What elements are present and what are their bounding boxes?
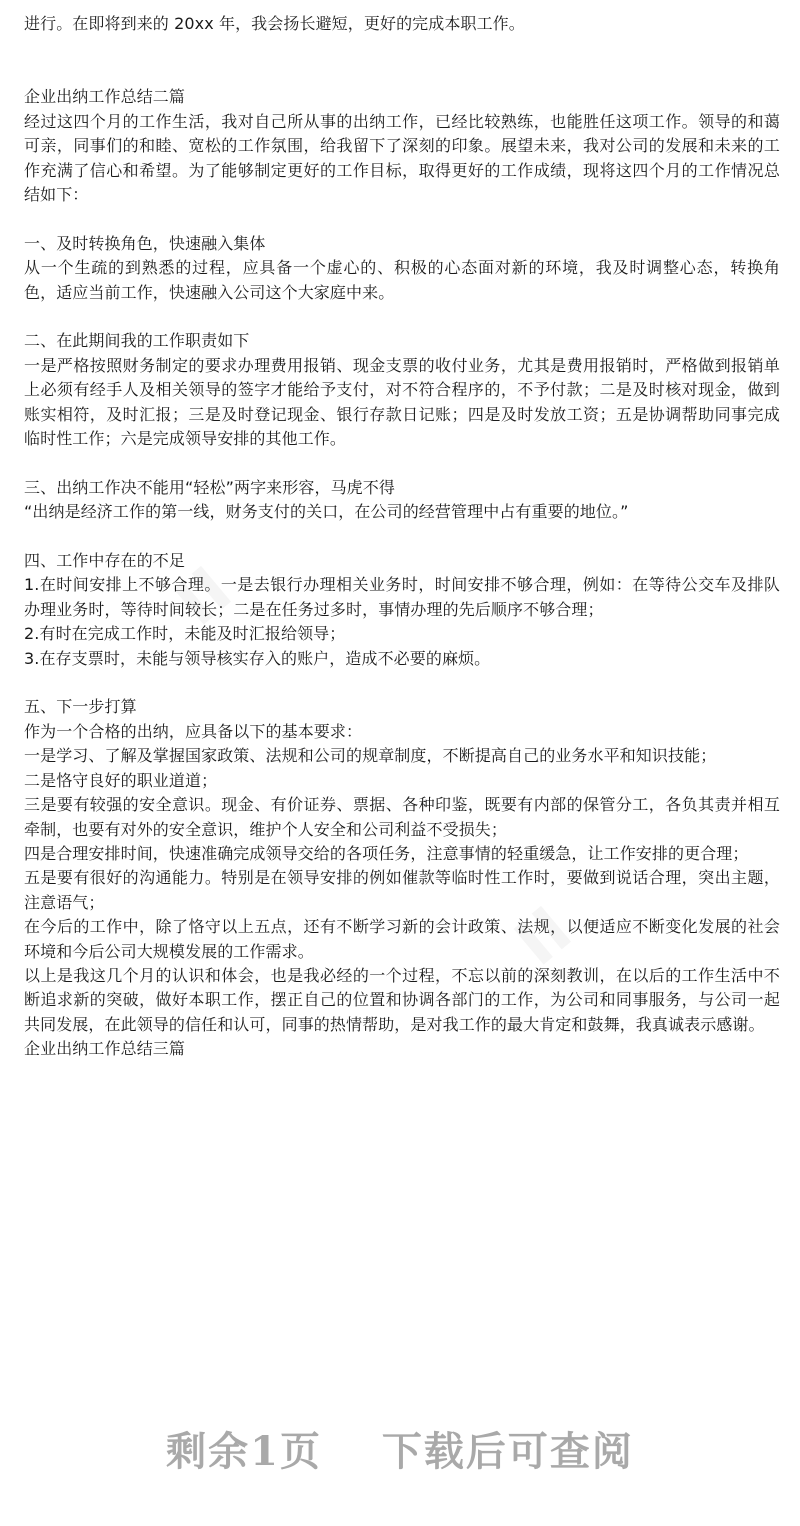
part4-heading: 四、工作中存在的不足: [24, 551, 186, 571]
part5-item-1: 一是学习、了解及掌握国家政策、法规和公司的规章制度，不断提高自己的业务水平和知识技能；: [24, 746, 717, 766]
part5-item-6: 在今后的工作中，除了恪守以上五点，还有不断学习新的会计政策、法规，以便适应不断变化发展的社会环境和今后公司大规模发展的工作需求。: [24, 917, 780, 961]
download-prompt-banner[interactable]: [0, 1420, 800, 1477]
part3-heading: 三、出纳工作决不能用“轻松”两字来形容，马虎不得: [24, 477, 395, 497]
part2-body: 一是严格按照财务制定的要求办理费用报销、现金支票的收付业务，尤其是费用报销时，严格做到报销单上必须有经手人及相关领导的签字才能给予支付，对不符合程序的，不予付款；二是及时核对现金，做到账实相符，及时汇报；三是及时登记现金、银行存款日记账；四是及时发放工资；五是协调帮助同事完成临时性工作；六是完成领导安排的其他工作。: [24, 355, 780, 449]
part3-body: “出纳是经济工作的第一线，财务支付的关口，在公司的经营管理中占有重要的地位。”: [24, 502, 629, 522]
opening-paragraph: 经过这四个月的工作生活，我对自己所从事的出纳工作，已经比较熟练，也能胜任这项工作。领导的和蔼可亲，同事们的和睦、宽松的工作氛围，给我留下了深刻的印象。展望未来，我对公司的发展和未来的工作充满了信心和希望。为了能够制定更好的工作目标，取得更好的工作成绩，现将这四个月的工作情况总结如下：: [24, 111, 780, 205]
document-body: [24, 12, 780, 1062]
part5-item-4: 四是合理安排时间，快速准确完成领导交给的各项任务，注意事情的轻重缓急，让工作安排的更合理；: [24, 843, 749, 863]
part1-body: 从一个生疏的到熟悉的过程，应具备一个虚心的、积极的心态面对新的环境，我及时调整心态，转换角色，适应当前工作，快速融入公司这个大家庭中来。: [24, 258, 780, 302]
remaining-pages-label[interactable]: 剩余1页: [166, 1428, 322, 1475]
part4-item-3: 3.在存支票时，未能与领导核实存入的账户，造成不必要的麻烦。: [24, 648, 491, 668]
part5-item-5: 五是要有很好的沟通能力。特别是在领导安排的例如催款等临时性工作时，要做到说话合理，突出主题，注意语气；: [24, 868, 780, 912]
download-to-read-label[interactable]: 下载后可查阅: [381, 1428, 634, 1475]
intro-line: 进行。在即将到来的 20xx 年，我会扬长避短，更好的完成本职工作。: [24, 14, 525, 33]
next-section-title: 企业出纳工作总结三篇: [24, 1039, 186, 1059]
part5-item-2: 二是恪守良好的职业道道；: [24, 770, 218, 790]
part5-heading: 五、下一步打算: [24, 697, 137, 717]
section-title: 企业出纳工作总结二篇: [24, 87, 186, 107]
part5-item-3: 三是要有较强的安全意识。现金、有价证券、票据、各种印鉴，既要有内部的保管分工，各负其责并相互牵制，也要有对外的安全意识，维护个人安全和公司利益不受损失；: [24, 795, 780, 839]
part5-intro: 作为一个合格的出纳，应具备以下的基本要求：: [24, 721, 363, 741]
closing-paragraph: 以上是我这几个月的认识和体会，也是我必经的一个过程，不忘以前的深刻教训，在以后的工作生活中不断追求新的突破，做好本职工作，摆正自己的位置和协调各部门的工作，为公司和同事服务，与公司一起共同发展，在此领导的信任和认可，同事的热情帮助，是对我工作的最大肯定和鼓舞，我真诚表示感谢。: [24, 965, 780, 1034]
watermark: ⅠⅠ: [161, 553, 246, 641]
part1-heading: 一、及时转换角色，快速融入集体: [24, 233, 266, 253]
part4-item-1: 1.在时间安排上不够合理。一是去银行办理相关业务时，时间安排不够合理，例如：在等待公交车及排队办理业务时，等待时间较长；二是在任务过多时，事情办理的先后顺序不够合理；: [24, 575, 780, 619]
part4-item-2: 2.有时在完成工作时，未能及时汇报给领导；: [24, 624, 346, 644]
watermark: ⅠⅠ: [501, 893, 586, 981]
part2-heading: 二、在此期间我的工作职责如下: [24, 331, 250, 351]
